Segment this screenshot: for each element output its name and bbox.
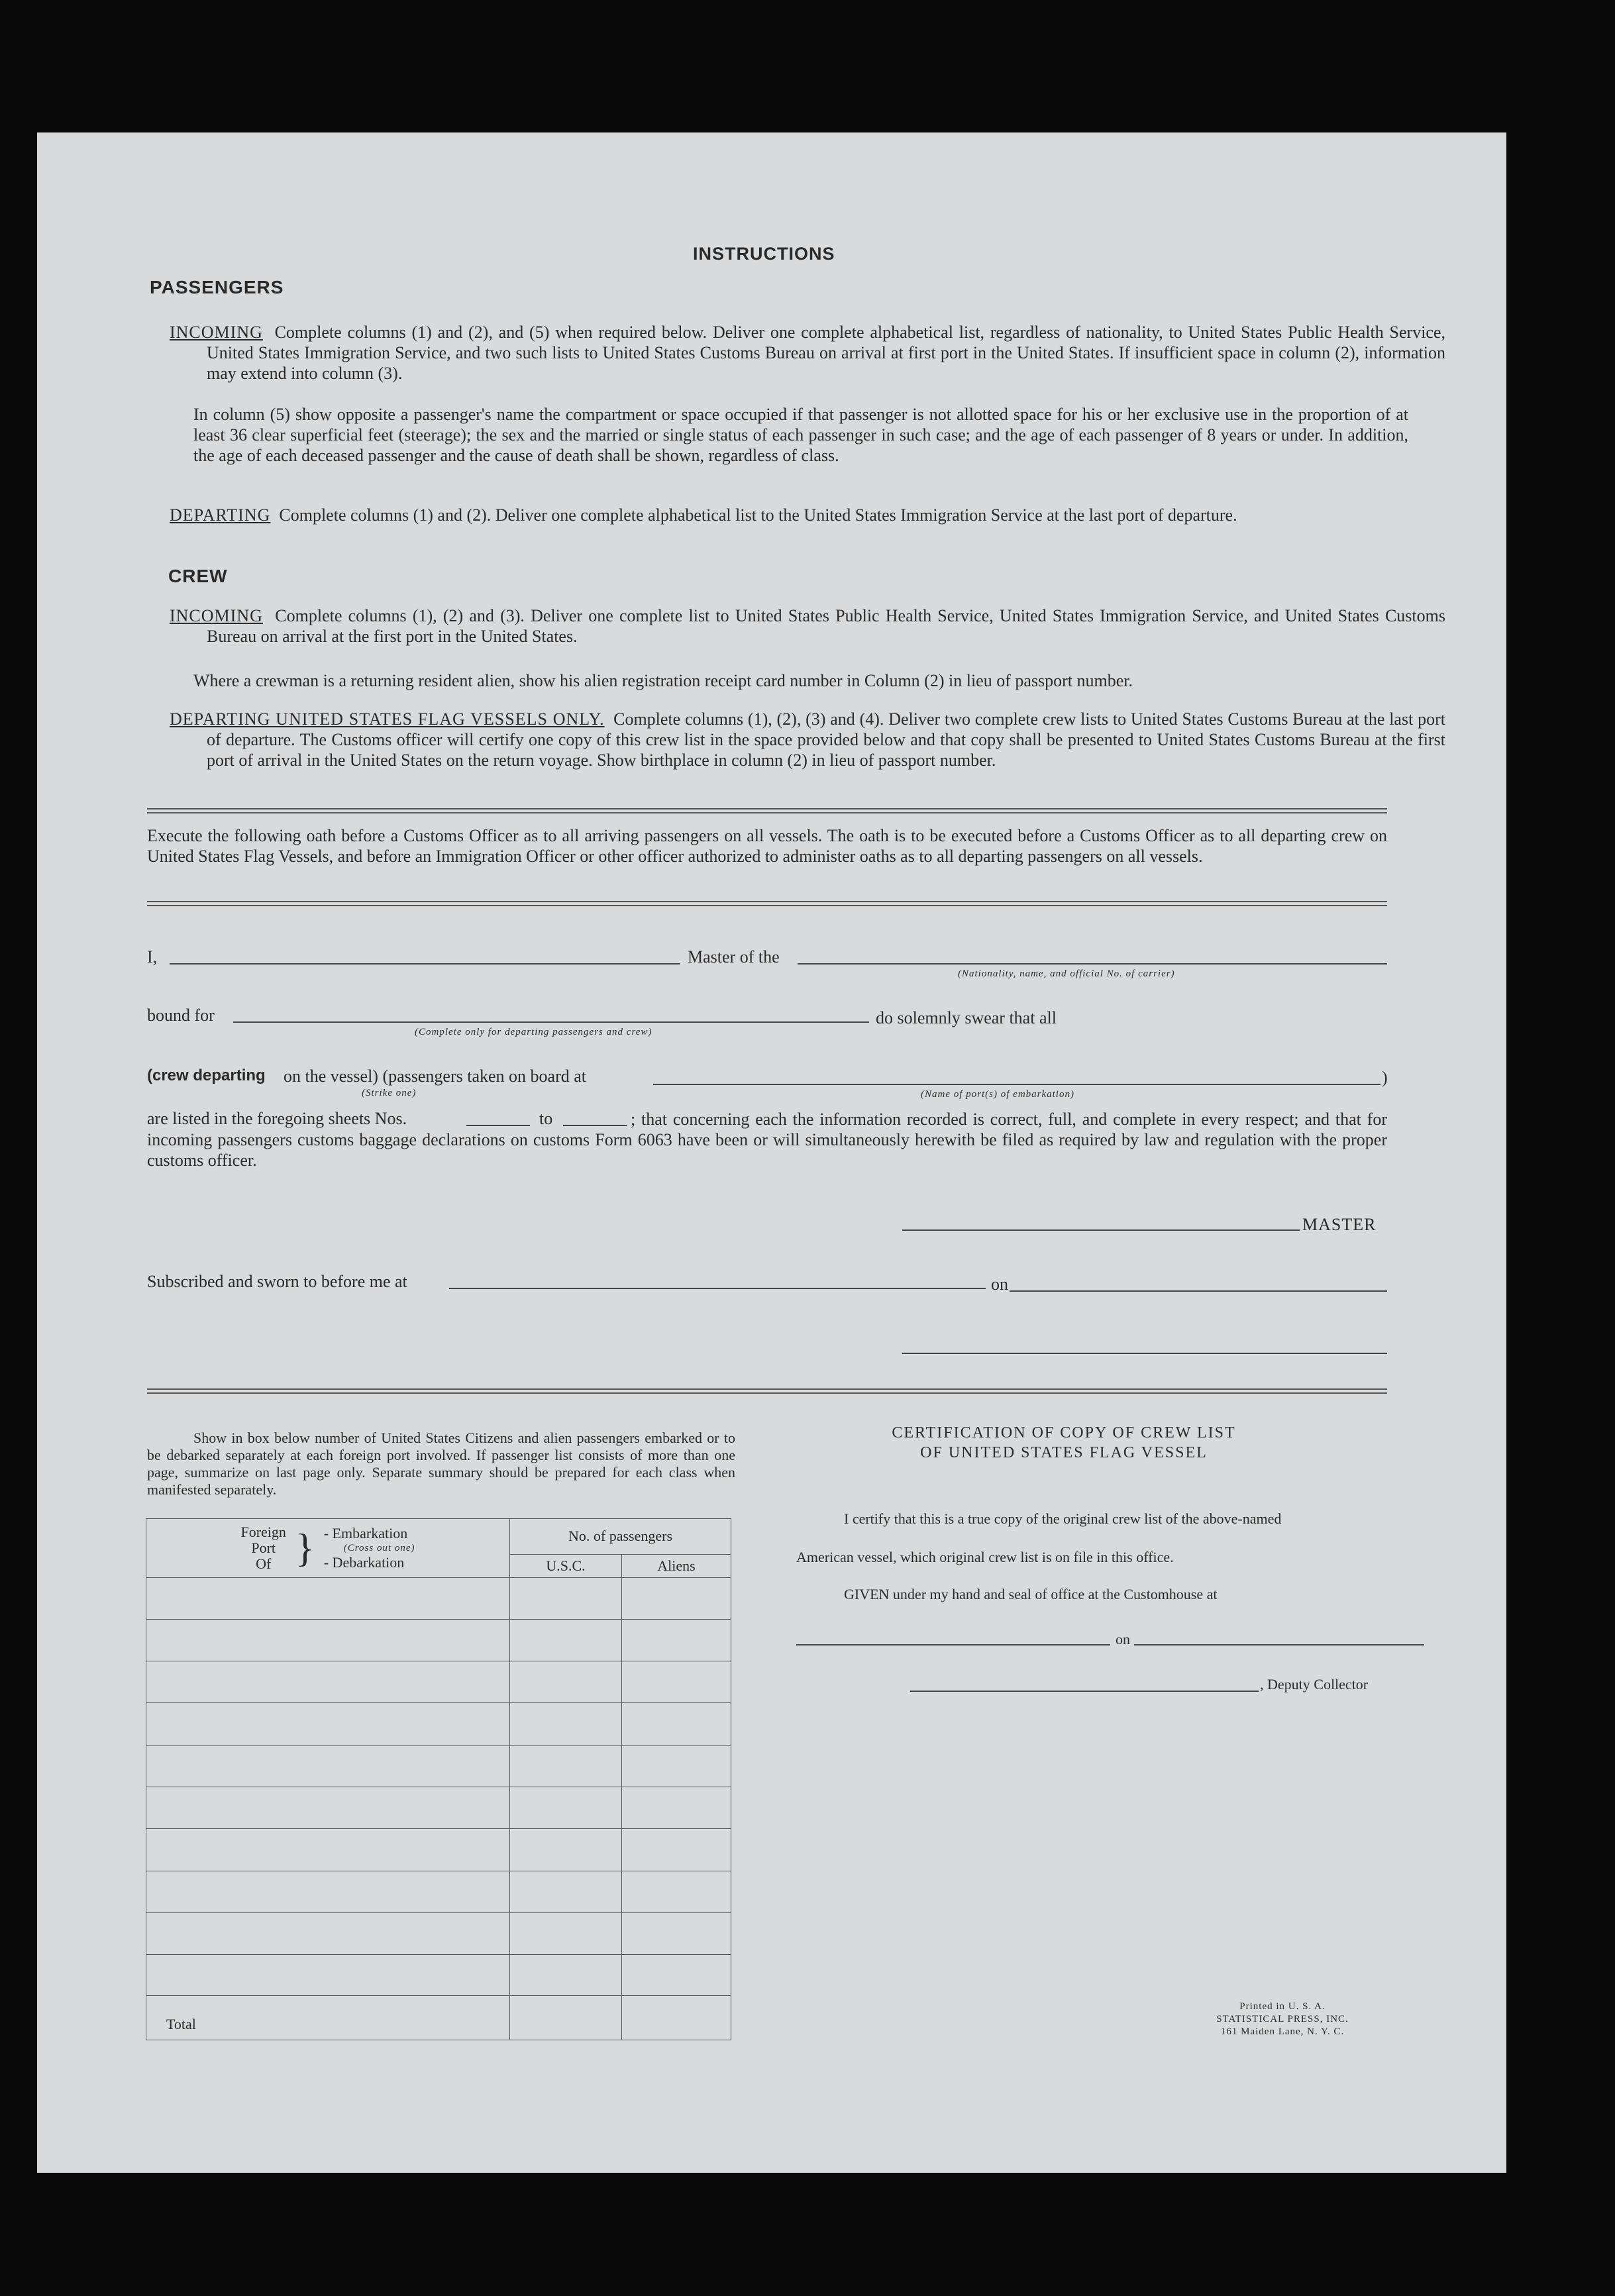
- crew-departing-option[interactable]: (crew departing: [147, 1067, 266, 1084]
- usc-cell[interactable]: [510, 1745, 622, 1787]
- certification-title-line-1: CERTIFICATION OF COPY OF CREW LIST: [892, 1424, 1236, 1441]
- summary-note: Show in box below number of United States Citizens and alien passengers embarked or to be debarked separately at each foreign port involved. If passenger list consists of more than one page, summarize on last page only. Separate summary should be prepared for each class when manifested separately.: [147, 1430, 735, 1498]
- certification-title-line-2: OF UNITED STATES FLAG VESSEL: [920, 1444, 1208, 1461]
- no-passengers-header: No. of passengers: [510, 1519, 731, 1555]
- passengers-departing-paragraph: [170, 505, 1445, 525]
- passengers-incoming-paragraph: [170, 322, 1445, 384]
- oath-instructions: Execute the following oath before a Customs Officer as to all arriving passengers on all vessels. The oath is to be executed before a Customs Officer as to all departing crew on United States Flag Vessels, and before an Immigration Officer or other officer authorized to administer oaths as to all departing passengers on all vessels.: [147, 826, 1387, 866]
- table-row: [146, 1912, 731, 1954]
- port-header: [146, 1519, 510, 1578]
- cross-out-hint: (Cross out one): [343, 1543, 415, 1554]
- swear-label: do solemnly swear that all: [876, 1008, 1057, 1027]
- total-row: [146, 1996, 731, 2040]
- customhouse-field[interactable]: [796, 1644, 1110, 1645]
- ports-hint: (Name of port(s) of embarkation): [921, 1089, 1074, 1100]
- table-row: [146, 1578, 731, 1619]
- sworn-date-field[interactable]: [1010, 1290, 1387, 1292]
- passengers-heading: PASSENGERS: [150, 277, 284, 297]
- aliens-cell[interactable]: [622, 1619, 731, 1661]
- bound-hint: (Complete only for departing passengers and crew): [415, 1027, 652, 1037]
- aliens-cell[interactable]: [622, 1703, 731, 1745]
- form-sheet: [37, 132, 1506, 2173]
- page-title: INSTRUCTIONS: [693, 244, 835, 264]
- table-row: [146, 1829, 731, 1871]
- bound-for-label: bound for: [147, 1006, 215, 1025]
- master-name-field[interactable]: [170, 963, 680, 965]
- port-cell[interactable]: [146, 1912, 510, 1954]
- crewman-paragraph: Where a crewman is a returning resident alien, show his alien registration receipt card number in Column (2) in lieu of passport number.: [193, 671, 1133, 690]
- aliens-cell[interactable]: [622, 1955, 731, 1996]
- usc-cell[interactable]: [510, 1955, 622, 1996]
- port-cell[interactable]: [146, 1703, 510, 1745]
- port-cell[interactable]: [146, 1871, 510, 1912]
- usc-cell[interactable]: [510, 1703, 622, 1745]
- bound-for-field[interactable]: [233, 1021, 869, 1023]
- crew-incoming-paragraph: [170, 605, 1445, 647]
- total-aliens-cell[interactable]: [622, 1996, 731, 2040]
- aliens-cell[interactable]: [622, 1829, 731, 1871]
- deputy-signature-field[interactable]: [910, 1691, 1259, 1692]
- foreign-label: Foreign: [240, 1524, 286, 1541]
- certification-title: [786, 1423, 1342, 1463]
- usc-cell[interactable]: [510, 1619, 622, 1661]
- divider: [147, 901, 1387, 906]
- incoming-keyword: INCOMING: [170, 323, 263, 342]
- usc-cell[interactable]: [510, 1787, 622, 1828]
- total-usc-cell[interactable]: [510, 1996, 622, 2040]
- subscribed-label: Subscribed and sworn to before me at: [147, 1272, 407, 1291]
- i-label: I,: [147, 947, 158, 966]
- certify-line-2: American vessel, which original crew list is on file in this office.: [796, 1549, 1174, 1565]
- aliens-cell[interactable]: [622, 1578, 731, 1619]
- aliens-header: Aliens: [622, 1554, 731, 1577]
- divider: [147, 1388, 1387, 1394]
- carrier-field[interactable]: [798, 963, 1387, 965]
- passengers-departing-text: Complete columns (1) and (2). Deliver one complete alphabetical list to the United States Immigration Service at the last port of departure.: [279, 505, 1237, 525]
- passengers-incoming-text: Complete columns (1) and (2), and (5) when required below. Deliver one complete alphabetical list, regardless of nationality, to United States Public Health Service, United States Immigration Service, and two such lists to United States Customs Bureau on arrival at first port in the United States. If insufficient space in column (2), information may extend into column (3).: [207, 323, 1446, 383]
- port-cell[interactable]: [146, 1619, 510, 1661]
- brace-icon: }: [295, 1526, 315, 1571]
- close-paren: ): [1382, 1068, 1388, 1087]
- table-row: [146, 1703, 731, 1745]
- printer-imprint: [1176, 2001, 1388, 2038]
- officer-signature-field[interactable]: [902, 1353, 1387, 1354]
- to-label: to: [539, 1109, 553, 1128]
- usc-cell[interactable]: [510, 1871, 622, 1912]
- passenger-summary-table: [146, 1518, 731, 2040]
- table-row: [146, 1661, 731, 1702]
- sworn-on-label: on: [991, 1275, 1008, 1294]
- port-cell[interactable]: [146, 1955, 510, 1996]
- printer-line-2: STATISTICAL PRESS, INC.: [1216, 2014, 1349, 2024]
- crew-heading: CREW: [168, 566, 228, 586]
- usc-cell[interactable]: [510, 1661, 622, 1702]
- table-row: [146, 1745, 731, 1787]
- master-signature-field[interactable]: [902, 1229, 1300, 1231]
- sworn-place-field[interactable]: [449, 1288, 986, 1289]
- aliens-cell[interactable]: [622, 1661, 731, 1702]
- of-label: Of: [256, 1555, 272, 1573]
- table-row: [146, 1619, 731, 1661]
- listed-label: are listed in the foregoing sheets Nos.: [147, 1109, 407, 1128]
- usc-cell[interactable]: [510, 1578, 622, 1619]
- aliens-cell[interactable]: [622, 1745, 731, 1787]
- port-cell[interactable]: [146, 1661, 510, 1702]
- cert-on-label: on: [1116, 1631, 1130, 1647]
- nationality-hint: (Nationality, name, and official No. of carrier): [958, 968, 1175, 979]
- aliens-cell[interactable]: [622, 1871, 731, 1912]
- embarkation-option[interactable]: - Embarkation: [323, 1525, 408, 1542]
- aliens-cell[interactable]: [622, 1912, 731, 1954]
- usc-header: U.S.C.: [510, 1554, 622, 1577]
- departing-keyword: DEPARTING: [170, 505, 271, 525]
- port-cell[interactable]: [146, 1829, 510, 1871]
- deputy-collector-label: , Deputy Collector: [1260, 1676, 1369, 1693]
- embarkation-ports-field[interactable]: [653, 1084, 1381, 1085]
- certify-line-1: I certify that this is a true copy of the original crew list of the above-named: [844, 1510, 1282, 1527]
- strike-hint: (Strike one): [362, 1088, 417, 1098]
- port-cell[interactable]: [146, 1578, 510, 1619]
- printer-line-1: Printed in U. S. A.: [1239, 2001, 1326, 2012]
- table-row: [146, 1787, 731, 1828]
- table-row: [146, 1871, 731, 1912]
- master-of-the-label: Master of the: [688, 947, 780, 966]
- crew-departing-keyword: DEPARTING UNITED STATES FLAG VESSELS ONLY.: [170, 709, 605, 729]
- total-label: Total: [146, 1996, 510, 2040]
- crew-departing-text: Complete columns (1), (2), (3) and (4). Deliver two complete crew lists to United States Customs Bureau at the last port of departure. The Customs officer will certify one copy of this crew list in the space provided below and that copy shall be presented to United States Customs Bureau at the first port of arrival in the United States on the return voyage. Show birthplace in column (2) in lieu of passport number.: [207, 709, 1445, 770]
- port-label: Port: [251, 1539, 276, 1557]
- table-row: [146, 1955, 731, 1996]
- debarkation-option[interactable]: - Debarkation: [323, 1554, 405, 1571]
- usc-cell[interactable]: [510, 1829, 622, 1871]
- passengers-option[interactable]: on the vessel) (passengers taken on board at: [284, 1067, 587, 1086]
- cert-date-field[interactable]: [1134, 1644, 1424, 1645]
- divider: [147, 808, 1387, 813]
- crew-incoming-text: Complete columns (1), (2) and (3). Deliver one complete list to United States Public Health Service, United States Immigration Service, and United States Customs Bureau on arrival at the first port in the United States.: [207, 606, 1445, 646]
- port-cell[interactable]: [146, 1787, 510, 1828]
- master-label: MASTER: [1302, 1215, 1377, 1234]
- usc-cell[interactable]: [510, 1912, 622, 1954]
- certify-line-3: GIVEN under my hand and seal of office at the Customhouse at: [844, 1586, 1218, 1602]
- listed-text: ; that concerning each the information recorded is correct, full, and complete in every respect; and that for incoming passengers customs baggage declarations on customs Form 6063 have been or will simultaneously herewith be filed as required by law and regulation with the proper customs officer.: [147, 1110, 1387, 1170]
- printer-line-3: 161 Maiden Lane, N. Y. C.: [1220, 2026, 1345, 2037]
- port-cell[interactable]: [146, 1745, 510, 1787]
- column5-paragraph: In column (5) show opposite a passenger's name the compartment or space occupied if that passenger is not allotted space for his or her exclusive use in the proportion of at least 36 clear superficial feet (steerage); the sex and the married or single status of each passenger in such case; and the age of each passenger of 8 years or under. In addition, the age of each deceased passenger and the cause of death shall be shown, regardless of class.: [193, 405, 1408, 465]
- crew-departing-paragraph: [170, 709, 1445, 770]
- crew-incoming-keyword: INCOMING: [170, 606, 263, 625]
- aliens-cell[interactable]: [622, 1787, 731, 1828]
